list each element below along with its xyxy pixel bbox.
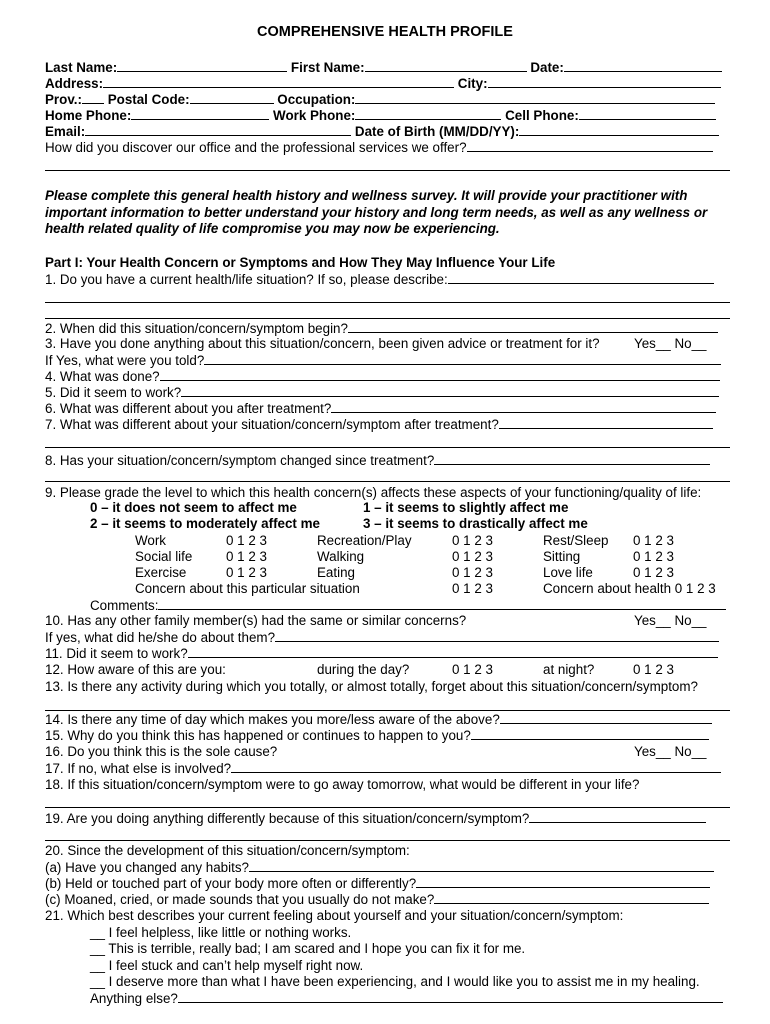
q15-label: 15. Why do you think this has happened or continues to happen to you? (45, 728, 471, 743)
form-title: COMPREHENSIVE HEALTH PROFILE (257, 24, 513, 40)
q7-field[interactable] (499, 416, 713, 429)
cell-phone-field[interactable] (579, 107, 716, 120)
anything-else-row (90, 990, 723, 1007)
scale-2: 2 – it seems to moderately affect me (90, 516, 320, 531)
q14-row (45, 711, 712, 728)
scale-1: 1 – it seems to slightly affect me (363, 500, 569, 515)
q21-label: 21. Which best describes your current feeling about yourself and your situation/concern/symptom: (45, 908, 624, 923)
grid-love-scale[interactable]: 0 1 2 3 (633, 565, 674, 580)
grid-work-scale[interactable]: 0 1 2 3 (226, 533, 267, 548)
postal-code-field[interactable] (190, 91, 274, 104)
grid-sitting-scale[interactable]: 0 1 2 3 (633, 549, 674, 564)
q1-label: 1. Do you have a current health/life situation? If so, please describe: (45, 272, 448, 287)
q10b-field[interactable] (275, 629, 719, 642)
occupation-label: Occupation: (277, 92, 356, 107)
q2-field[interactable] (348, 320, 718, 333)
q20a-field[interactable] (249, 859, 714, 872)
address-row (45, 75, 721, 92)
q10b-label: If yes, what did he/she do about them? (45, 630, 276, 645)
q15-row (45, 727, 709, 744)
last-name-field[interactable] (117, 59, 287, 72)
q8-row (45, 452, 710, 469)
city-label: City: (457, 76, 488, 91)
q19-field[interactable] (529, 810, 706, 823)
q2-label: 2. When did this situation/concern/symptom begin? (45, 321, 348, 336)
q21-option-4[interactable]: __ I deserve more than what I have been experiencing, and I would like you to assist me in my healing. (90, 974, 700, 989)
q20c-field[interactable] (434, 891, 709, 904)
q1-row (45, 271, 714, 288)
grid-concern-situation-scale[interactable]: 0 1 2 3 (452, 581, 493, 596)
q4-label: 4. What was done? (45, 369, 160, 384)
prov-label: Prov.: (45, 92, 82, 107)
q12-day-label: during the day? (317, 662, 410, 677)
postal-code-label: Postal Code: (107, 92, 190, 107)
grid-eating-scale[interactable]: 0 1 2 3 (452, 565, 493, 580)
q20a-label: (a) Have you changed any habits? (45, 860, 249, 875)
q2-row (45, 320, 718, 337)
cell-phone-label: Cell Phone: (505, 108, 579, 123)
q3-yes-no[interactable]: Yes__ No__ (634, 336, 707, 351)
q7-label: 7. What was different about your situation/concern/symptom after treatment? (45, 417, 499, 432)
grid-sitting: Sitting (543, 549, 581, 564)
grid-walking: Walking (317, 549, 365, 564)
q8-field[interactable] (434, 452, 710, 465)
occupation-field[interactable] (355, 91, 715, 104)
q20c-row (45, 891, 709, 908)
dob-label: Date of Birth (MM/DD/YY): (354, 124, 520, 139)
comments-row (90, 597, 726, 614)
discover-row (45, 139, 713, 156)
dob-field[interactable] (519, 123, 719, 136)
grid-work: Work (135, 533, 166, 548)
q12-label: 12. How aware of this are you: (45, 662, 226, 677)
q7-row (45, 416, 713, 433)
grid-love: Love life (543, 565, 593, 580)
q20a-row (45, 859, 714, 876)
home-phone-field[interactable] (131, 107, 269, 120)
q12-day-scale[interactable]: 0 1 2 3 (452, 662, 493, 677)
city-field[interactable] (488, 75, 721, 88)
anything-else-label: Anything else? (90, 991, 178, 1006)
q21-option-1[interactable]: __ I feel helpless, like little or nothing works. (90, 925, 352, 940)
q3b-row (45, 352, 721, 369)
address-field[interactable] (103, 75, 454, 88)
q6-label: 6. What was different about you after treatment? (45, 401, 332, 416)
last-name-label: Last Name: (45, 60, 118, 75)
q3-label: 3. Have you done anything about this situation/concern, been given advice or treatment for it? (45, 336, 600, 351)
q20b-field[interactable] (416, 875, 710, 888)
grid-social-scale[interactable]: 0 1 2 3 (226, 549, 267, 564)
scale-3: 3 – it seems to drastically affect me (363, 516, 588, 531)
discover-field[interactable] (467, 139, 713, 152)
first-name-label: First Name: (290, 60, 365, 75)
q16-yes-no[interactable]: Yes__ No__ (634, 744, 707, 759)
q15-field[interactable] (471, 727, 709, 740)
q10-label: 10. Has any other family member(s) had the same or similar concerns? (45, 613, 467, 628)
part1-heading: Part I: Your Health Concern or Symptoms and How They May Influence Your Life (45, 255, 556, 270)
answer-line[interactable] (45, 318, 730, 319)
q3b-label: If Yes, what were you told? (45, 353, 205, 368)
q12-night-scale[interactable]: 0 1 2 3 (633, 662, 674, 677)
q20-label: 20. Since the development of this situation/concern/symptom: (45, 843, 410, 858)
answer-line[interactable] (45, 170, 730, 171)
prov-row (45, 91, 715, 108)
q19-label: 19. Are you doing anything differently because of this situation/concern/symptom? (45, 811, 530, 826)
work-phone-label: Work Phone: (273, 108, 356, 123)
work-phone-field[interactable] (355, 107, 501, 120)
comments-label: Comments: (90, 598, 159, 613)
comments-field[interactable] (158, 597, 726, 610)
answer-line[interactable] (45, 481, 730, 482)
discover-label: How did you discover our office and the professional services we offer? (45, 140, 467, 155)
q6-field[interactable] (331, 400, 716, 413)
date-label: Date: (530, 60, 564, 75)
answer-line[interactable] (45, 447, 730, 448)
answer-line[interactable] (45, 302, 730, 303)
q20c-label: (c) Moaned, cried, or made sounds that you usually do not make? (45, 892, 435, 907)
answer-line[interactable] (45, 840, 730, 841)
q10-yes-no[interactable]: Yes__ No__ (634, 613, 707, 628)
grid-social: Social life (135, 549, 193, 564)
grid-concern-situation: Concern about this particular situation (135, 581, 360, 596)
q6-row (45, 400, 716, 417)
q5-row (45, 384, 719, 401)
q11-label: 11. Did it seem to work? (45, 646, 188, 661)
home-phone-label: Home Phone: (45, 108, 132, 123)
grid-rest-scale[interactable]: 0 1 2 3 (633, 533, 674, 548)
q20b-row (45, 875, 710, 892)
grid-recreation-scale[interactable]: 0 1 2 3 (452, 533, 493, 548)
q12-night-label: at night? (543, 662, 595, 677)
q14-label: 14. Is there any time of day which makes you more/less aware of the above? (45, 712, 500, 727)
address-label: Address: (45, 76, 104, 91)
q10b-row (45, 629, 719, 646)
q18-label: 18. If this situation/concern/symptom were to go away tomorrow, what would be different in your life? (45, 777, 640, 792)
q1-field[interactable] (448, 271, 714, 284)
grid-concern-health[interactable]: Concern about health 0 1 2 3 (543, 581, 716, 596)
q21-option-3[interactable]: __ I feel stuck and can’t help myself right now. (90, 958, 364, 973)
grid-exercise-scale[interactable]: 0 1 2 3 (226, 565, 267, 580)
prov-field[interactable] (82, 91, 104, 104)
q4-row (45, 368, 720, 385)
q4-field[interactable] (160, 368, 720, 381)
q5-label: 5. Did it seem to work? (45, 385, 182, 400)
email-field[interactable] (85, 123, 351, 136)
q19-row (45, 810, 706, 827)
phone-row (45, 107, 716, 124)
q17-label: 17. If no, what else is involved? (45, 761, 232, 776)
grid-recreation: Recreation/Play (317, 533, 412, 548)
grid-rest: Rest/Sleep (543, 533, 609, 548)
q9-label: 9. Please grade the level to which this health concern(s) affects these aspects of your functioning/quality of life: (45, 485, 702, 500)
anything-else-field[interactable] (178, 990, 723, 1003)
answer-line[interactable] (45, 807, 730, 808)
grid-walking-scale[interactable]: 0 1 2 3 (452, 549, 493, 564)
q16-label: 16. Do you think this is the sole cause? (45, 744, 278, 759)
last-name-row (45, 59, 722, 76)
q17-field[interactable] (231, 760, 721, 773)
q20b-label: (b) Held or touched part of your body more often or differently? (45, 876, 417, 891)
first-name-field[interactable] (365, 59, 527, 72)
q3b-field[interactable] (204, 352, 721, 365)
q14-field[interactable] (500, 711, 712, 724)
grid-exercise: Exercise (135, 565, 187, 580)
date-field[interactable] (564, 59, 722, 72)
grid-eating: Eating (317, 565, 355, 580)
q11-row (45, 645, 718, 662)
q17-row (45, 760, 721, 777)
intro-paragraph: Please complete this general health history and wellness survey. It will provide your practitioner with important information to better understand your history and long term needs, as well as any wellness or health related quality of life compromise you may now be experiencing. (45, 188, 708, 236)
scale-0: 0 – it does not seem to affect me (90, 500, 297, 515)
q11-field[interactable] (188, 645, 718, 658)
q21-option-2[interactable]: __ This is terrible, really bad; I am scared and I hope you can fix it for me. (90, 941, 526, 956)
q8-label: 8. Has your situation/concern/symptom changed since treatment? (45, 453, 435, 468)
q13-label: 13. Is there any activity during which you totally, or almost totally, forget about this situation/concern/symptom? (45, 679, 698, 694)
email-label: Email: (45, 124, 86, 139)
q5-field[interactable] (181, 384, 719, 397)
email-row (45, 123, 719, 140)
